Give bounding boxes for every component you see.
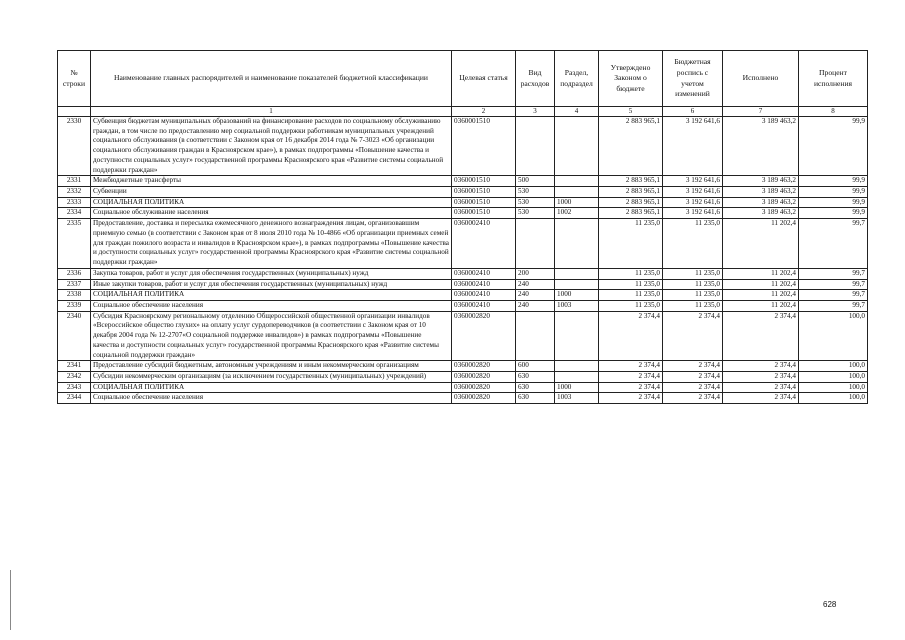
row-approved-cell: 11 235,0 bbox=[599, 290, 663, 301]
col-number: 2 bbox=[452, 107, 516, 117]
row-approved-cell: 2 883 965,1 bbox=[599, 187, 663, 198]
row-name-cell: Субвенции bbox=[91, 187, 452, 198]
row-target-article-cell: 0360002410 bbox=[452, 279, 516, 290]
col-number: 7 bbox=[723, 107, 799, 117]
row-executed-cell: 11 202,4 bbox=[723, 268, 799, 279]
row-executed-cell: 3 189 463,2 bbox=[723, 208, 799, 219]
row-name-cell: Субвенция бюджетам муниципальных образований на финансирование расходов по социальному обслуживанию граждан, в том числе по предоставлению мер социальной поддержки работникам муниципальных учреждений социального обслуживания (в соответствии с Законом края от 16 декабря 2014 года № 7-3023 «Об организации социального обслуживания граждан в Красноярском крае»), в рамках подпрограммы «Повышение качества и доступности социальных услуг» государственной программы Красноярского края «Развитие системы социальной поддержки граждан» bbox=[91, 117, 452, 176]
row-name-cell: Социальное обслуживание населения bbox=[91, 208, 452, 219]
col-number: 4 bbox=[555, 107, 599, 117]
row-target-article-cell: 0360001510 bbox=[452, 208, 516, 219]
row-painted-cell: 2 374,4 bbox=[663, 382, 723, 393]
row-number-cell: 2341 bbox=[58, 361, 91, 372]
row-painted-cell: 2 374,4 bbox=[663, 361, 723, 372]
row-painted-cell: 11 235,0 bbox=[663, 268, 723, 279]
row-target-article-cell: 0360002410 bbox=[452, 290, 516, 301]
row-approved-cell: 2 883 965,1 bbox=[599, 176, 663, 187]
row-name-cell: Социальное обеспечение населения bbox=[91, 393, 452, 404]
row-percent-cell: 99,9 bbox=[799, 176, 868, 187]
row-executed-cell: 2 374,4 bbox=[723, 311, 799, 361]
row-number-cell: 2338 bbox=[58, 290, 91, 301]
row-expense-type-cell: 200 bbox=[516, 268, 555, 279]
row-target-article-cell: 0360002820 bbox=[452, 361, 516, 372]
row-expense-type-cell bbox=[516, 117, 555, 176]
row-name-cell: Субсидии некоммерческим организациям (за исключением государственных (муниципальных) учреждений) bbox=[91, 371, 452, 382]
row-number-cell: 2335 bbox=[58, 219, 91, 269]
row-section-cell bbox=[555, 117, 599, 176]
header-executed: Исполнено bbox=[723, 51, 799, 107]
row-painted-cell: 2 374,4 bbox=[663, 371, 723, 382]
table-row bbox=[58, 279, 868, 290]
row-approved-cell: 11 235,0 bbox=[599, 300, 663, 311]
row-approved-cell: 2 883 965,1 bbox=[599, 117, 663, 176]
row-name-cell: СОЦИАЛЬНАЯ ПОЛИТИКА bbox=[91, 382, 452, 393]
row-number-cell: 2333 bbox=[58, 197, 91, 208]
row-painted-cell: 2 374,4 bbox=[663, 311, 723, 361]
col-number: 3 bbox=[516, 107, 555, 117]
table-body bbox=[58, 117, 868, 404]
header-target-article: Целевая статья bbox=[452, 51, 516, 107]
row-target-article-cell: 0360002410 bbox=[452, 300, 516, 311]
col-number: 5 bbox=[599, 107, 663, 117]
row-approved-cell: 2 374,4 bbox=[599, 371, 663, 382]
row-executed-cell: 11 202,4 bbox=[723, 219, 799, 269]
row-number-cell: 2332 bbox=[58, 187, 91, 198]
row-painted-cell: 3 192 641,6 bbox=[663, 208, 723, 219]
row-expense-type-cell: 240 bbox=[516, 279, 555, 290]
row-expense-type-cell: 240 bbox=[516, 300, 555, 311]
row-approved-cell: 2 883 965,1 bbox=[599, 208, 663, 219]
row-percent-cell: 99,7 bbox=[799, 300, 868, 311]
row-name-cell: СОЦИАЛЬНАЯ ПОЛИТИКА bbox=[91, 290, 452, 301]
row-percent-cell: 99,9 bbox=[799, 187, 868, 198]
row-percent-cell: 99,7 bbox=[799, 279, 868, 290]
row-painted-cell: 3 192 641,6 bbox=[663, 197, 723, 208]
row-target-article-cell: 0360001510 bbox=[452, 197, 516, 208]
row-section-cell bbox=[555, 371, 599, 382]
row-section-cell: 1002 bbox=[555, 208, 599, 219]
row-target-article-cell: 0360001510 bbox=[452, 187, 516, 198]
row-expense-type-cell: 240 bbox=[516, 290, 555, 301]
row-painted-cell: 11 235,0 bbox=[663, 300, 723, 311]
row-name-cell: СОЦИАЛЬНАЯ ПОЛИТИКА bbox=[91, 197, 452, 208]
row-approved-cell: 2 374,4 bbox=[599, 382, 663, 393]
row-approved-cell: 11 235,0 bbox=[599, 268, 663, 279]
table-row bbox=[58, 117, 868, 176]
row-percent-cell: 99,9 bbox=[799, 208, 868, 219]
row-percent-cell: 99,7 bbox=[799, 290, 868, 301]
row-number-cell: 2334 bbox=[58, 208, 91, 219]
row-section-cell bbox=[555, 187, 599, 198]
row-executed-cell: 11 202,4 bbox=[723, 279, 799, 290]
row-percent-cell: 99,9 bbox=[799, 117, 868, 176]
row-name-cell: Предоставление, доставка и пересылка ежемесячного денежного вознаграждения лицам, организовавшим приемную семью (в соответствии с Законом края от 8 июля 2010 года № 10-4866 «Об организации приемных семей для граждан пожилого возраста и инвалидов в Красноярском крае»), в рамках подпрограммы «Повышение качества и доступности социальных услуг» государственной программы Красноярского края «Развитие системы социальной поддержки граждан» bbox=[91, 219, 452, 269]
table-row bbox=[58, 290, 868, 301]
row-number-cell: 2344 bbox=[58, 393, 91, 404]
row-target-article-cell: 0360002410 bbox=[452, 219, 516, 269]
row-number-cell: 2342 bbox=[58, 371, 91, 382]
row-target-article-cell: 0360001510 bbox=[452, 176, 516, 187]
column-number-row bbox=[58, 107, 868, 117]
row-target-article-cell: 0360002820 bbox=[452, 311, 516, 361]
table-row bbox=[58, 268, 868, 279]
col-number: 8 bbox=[799, 107, 868, 117]
row-executed-cell: 2 374,4 bbox=[723, 382, 799, 393]
row-percent-cell: 100,0 bbox=[799, 371, 868, 382]
row-approved-cell: 2 374,4 bbox=[599, 393, 663, 404]
table-row bbox=[58, 219, 868, 269]
table-row bbox=[58, 300, 868, 311]
row-section-cell: 1003 bbox=[555, 300, 599, 311]
row-expense-type-cell: 530 bbox=[516, 187, 555, 198]
row-section-cell bbox=[555, 311, 599, 361]
row-expense-type-cell: 530 bbox=[516, 197, 555, 208]
row-executed-cell: 2 374,4 bbox=[723, 371, 799, 382]
table-row bbox=[58, 208, 868, 219]
row-target-article-cell: 0360002820 bbox=[452, 393, 516, 404]
table-row bbox=[58, 382, 868, 393]
row-number-cell: 2330 bbox=[58, 117, 91, 176]
row-expense-type-cell: 630 bbox=[516, 393, 555, 404]
header-percent: Процент исполнения bbox=[799, 51, 868, 107]
row-target-article-cell: 0360002820 bbox=[452, 382, 516, 393]
header-approved: Утверждено Законом о бюджете bbox=[599, 51, 663, 107]
table-row bbox=[58, 311, 868, 361]
row-expense-type-cell: 630 bbox=[516, 382, 555, 393]
row-name-cell: Предоставление субсидий бюджетным, автономным учреждениям и иным некоммерческим организациям bbox=[91, 361, 452, 372]
col-number: 1 bbox=[91, 107, 452, 117]
row-executed-cell: 11 202,4 bbox=[723, 300, 799, 311]
table-row bbox=[58, 176, 868, 187]
row-number-cell: 2331 bbox=[58, 176, 91, 187]
row-target-article-cell: 0360001510 bbox=[452, 117, 516, 176]
table-row bbox=[58, 187, 868, 198]
col-number-empty bbox=[58, 107, 91, 117]
row-executed-cell: 11 202,4 bbox=[723, 290, 799, 301]
row-executed-cell: 3 189 463,2 bbox=[723, 117, 799, 176]
table-row bbox=[58, 393, 868, 404]
row-painted-cell: 11 235,0 bbox=[663, 290, 723, 301]
row-executed-cell: 3 189 463,2 bbox=[723, 197, 799, 208]
row-number-cell: 2339 bbox=[58, 300, 91, 311]
scan-edge-line bbox=[10, 570, 11, 630]
row-executed-cell: 3 189 463,2 bbox=[723, 187, 799, 198]
row-section-cell bbox=[555, 176, 599, 187]
row-section-cell bbox=[555, 279, 599, 290]
row-section-cell: 1000 bbox=[555, 382, 599, 393]
row-painted-cell: 3 192 641,6 bbox=[663, 176, 723, 187]
row-expense-type-cell: 530 bbox=[516, 208, 555, 219]
row-approved-cell: 2 374,4 bbox=[599, 311, 663, 361]
row-executed-cell: 2 374,4 bbox=[723, 361, 799, 372]
row-approved-cell: 2 883 965,1 bbox=[599, 197, 663, 208]
page-number: 628 bbox=[823, 600, 837, 609]
row-percent-cell: 100,0 bbox=[799, 382, 868, 393]
row-section-cell bbox=[555, 361, 599, 372]
row-approved-cell: 11 235,0 bbox=[599, 279, 663, 290]
row-expense-type-cell: 600 bbox=[516, 361, 555, 372]
row-section-cell: 1003 bbox=[555, 393, 599, 404]
row-expense-type-cell bbox=[516, 219, 555, 269]
header-section: Раздел, подраздел bbox=[555, 51, 599, 107]
row-number-cell: 2340 bbox=[58, 311, 91, 361]
row-expense-type-cell: 630 bbox=[516, 371, 555, 382]
row-name-cell: Социальное обеспечение населения bbox=[91, 300, 452, 311]
row-percent-cell: 100,0 bbox=[799, 393, 868, 404]
row-section-cell: 1000 bbox=[555, 197, 599, 208]
row-percent-cell: 99,7 bbox=[799, 268, 868, 279]
budget-table bbox=[57, 50, 868, 404]
row-name-cell: Иные закупки товаров, работ и услуг для обеспечения государственных (муниципальных) нужд bbox=[91, 279, 452, 290]
row-painted-cell: 3 192 641,6 bbox=[663, 187, 723, 198]
row-percent-cell: 99,9 bbox=[799, 197, 868, 208]
table-row bbox=[58, 371, 868, 382]
row-name-cell: Субсидия Красноярскому региональному отделению Общероссийской общественной организации инвалидов «Всероссийское общество глухих» на оплату услуг сурдопереводчиков (в соответствии с Законом края от 10 декабря 2004 года № 12-2707«О социальной поддержке инвалидов») в рамках подпрограммы «Повышение качества и доступности социальных услуг» государственной программы Красноярского края «Развитие системы социальной поддержки граждан» bbox=[91, 311, 452, 361]
table-row bbox=[58, 361, 868, 372]
row-executed-cell: 3 189 463,2 bbox=[723, 176, 799, 187]
row-painted-cell: 3 192 641,6 bbox=[663, 117, 723, 176]
row-percent-cell: 99,7 bbox=[799, 219, 868, 269]
header-row-number: № строки bbox=[58, 51, 91, 107]
row-expense-type-cell bbox=[516, 311, 555, 361]
row-number-cell: 2337 bbox=[58, 279, 91, 290]
row-painted-cell: 11 235,0 bbox=[663, 279, 723, 290]
table-header-row bbox=[58, 51, 868, 107]
row-number-cell: 2336 bbox=[58, 268, 91, 279]
row-number-cell: 2343 bbox=[58, 382, 91, 393]
row-section-cell bbox=[555, 219, 599, 269]
col-number: 6 bbox=[663, 107, 723, 117]
row-percent-cell: 100,0 bbox=[799, 311, 868, 361]
header-budget-painting: Бюджетная роспись с учетом изменений bbox=[663, 51, 723, 107]
row-painted-cell: 11 235,0 bbox=[663, 219, 723, 269]
row-section-cell bbox=[555, 268, 599, 279]
row-approved-cell: 2 374,4 bbox=[599, 361, 663, 372]
row-target-article-cell: 0360002410 bbox=[452, 268, 516, 279]
row-painted-cell: 2 374,4 bbox=[663, 393, 723, 404]
header-name: Наименование главных распорядителей и наименование показателей бюджетной классификации bbox=[91, 51, 452, 107]
table-row bbox=[58, 197, 868, 208]
row-approved-cell: 11 235,0 bbox=[599, 219, 663, 269]
header-expense-type: Вид расходов bbox=[516, 51, 555, 107]
row-expense-type-cell: 500 bbox=[516, 176, 555, 187]
row-target-article-cell: 0360002820 bbox=[452, 371, 516, 382]
row-percent-cell: 100,0 bbox=[799, 361, 868, 372]
row-executed-cell: 2 374,4 bbox=[723, 393, 799, 404]
row-name-cell: Межбюджетные трансферты bbox=[91, 176, 452, 187]
row-section-cell: 1000 bbox=[555, 290, 599, 301]
row-name-cell: Закупка товаров, работ и услуг для обеспечения государственных (муниципальных) нужд bbox=[91, 268, 452, 279]
